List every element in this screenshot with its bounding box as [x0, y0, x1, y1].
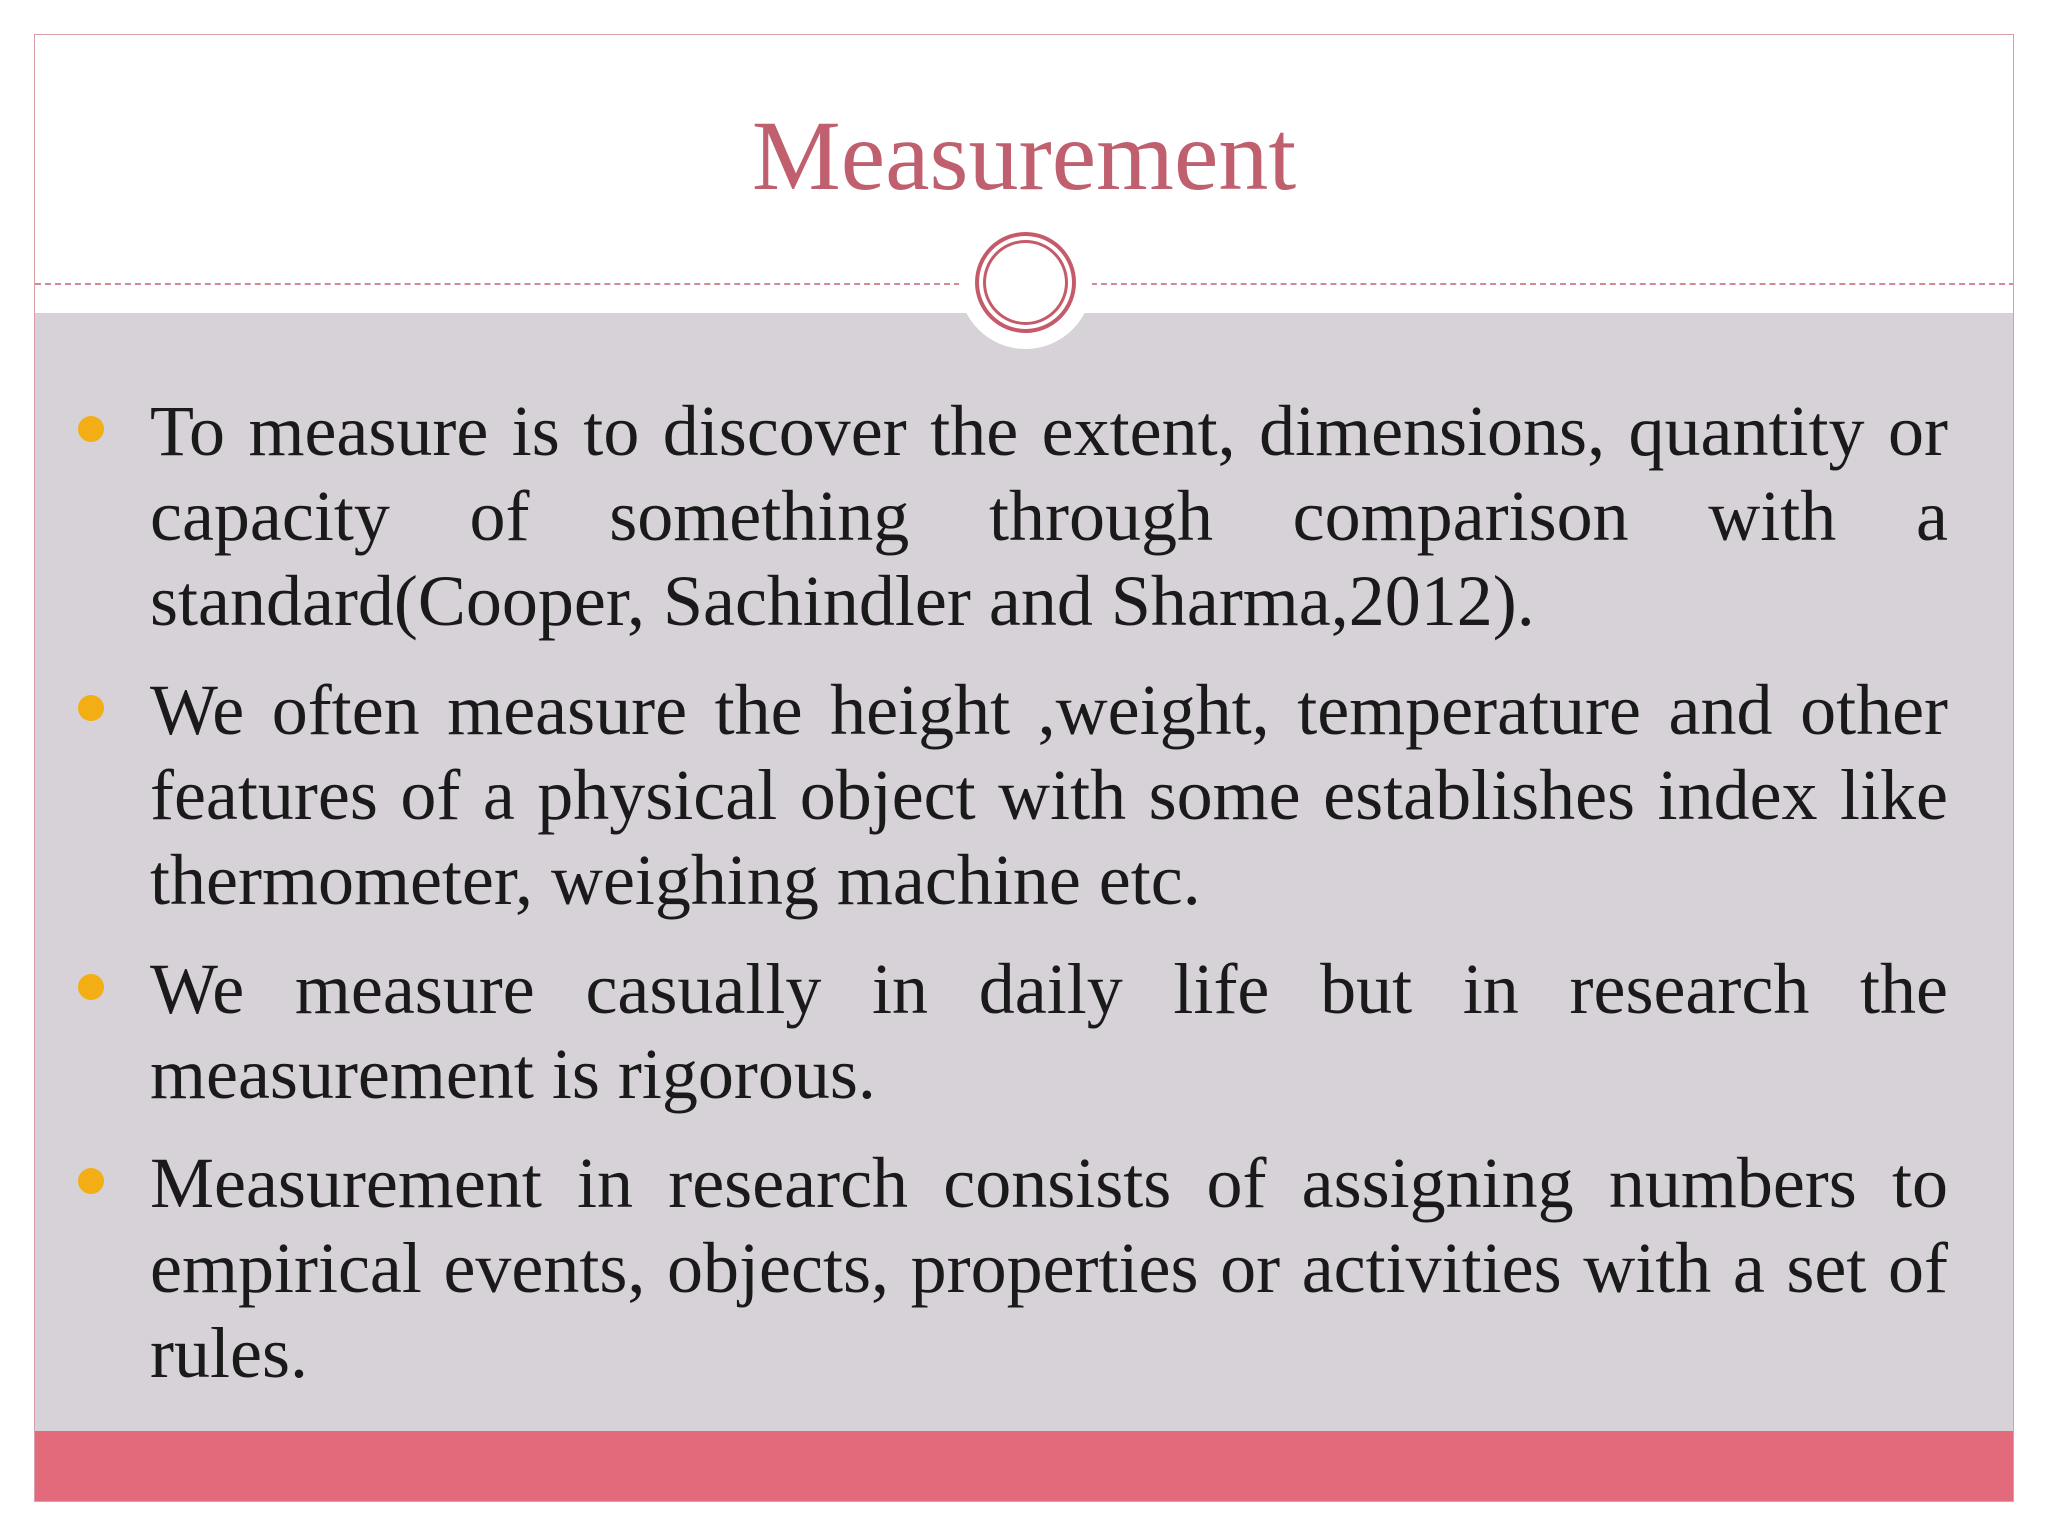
bullet-dot-icon [78, 974, 104, 1000]
bullet-dot-icon [78, 1168, 104, 1194]
title-divider-left [35, 283, 960, 285]
bullet-item [150, 668, 1948, 923]
content-area [35, 313, 2013, 1433]
bullet-item [150, 947, 1948, 1117]
divider-ring-inner-icon [983, 240, 1068, 325]
bullet-text: Measurement in research consists of assigning numbers to empirical events, objects, properties or activities with a set of rules. [150, 1143, 1948, 1393]
bullet-dot-icon [78, 416, 104, 442]
slide [34, 34, 2014, 1502]
bullet-text: We measure casually in daily life but in research the measurement is rigorous. [150, 949, 1948, 1114]
bottom-accent-bar [35, 1431, 2013, 1501]
slide-title: Measurement [751, 100, 1297, 211]
bullet-item [150, 1141, 1948, 1396]
bullet-text: We often measure the height ,weight, temperature and other features of a physical object with some establishes index like thermometer, weighing machine etc. [150, 670, 1948, 920]
bullet-dot-icon [78, 695, 104, 721]
bullet-item [150, 389, 1948, 644]
bullet-list [150, 389, 1948, 1420]
bullet-text: To measure is to discover the extent, dimensions, quantity or capacity of something through comparison with a standard(Cooper, Sachindler and Sharma,2012). [150, 391, 1948, 641]
title-divider-right [1091, 283, 2014, 285]
